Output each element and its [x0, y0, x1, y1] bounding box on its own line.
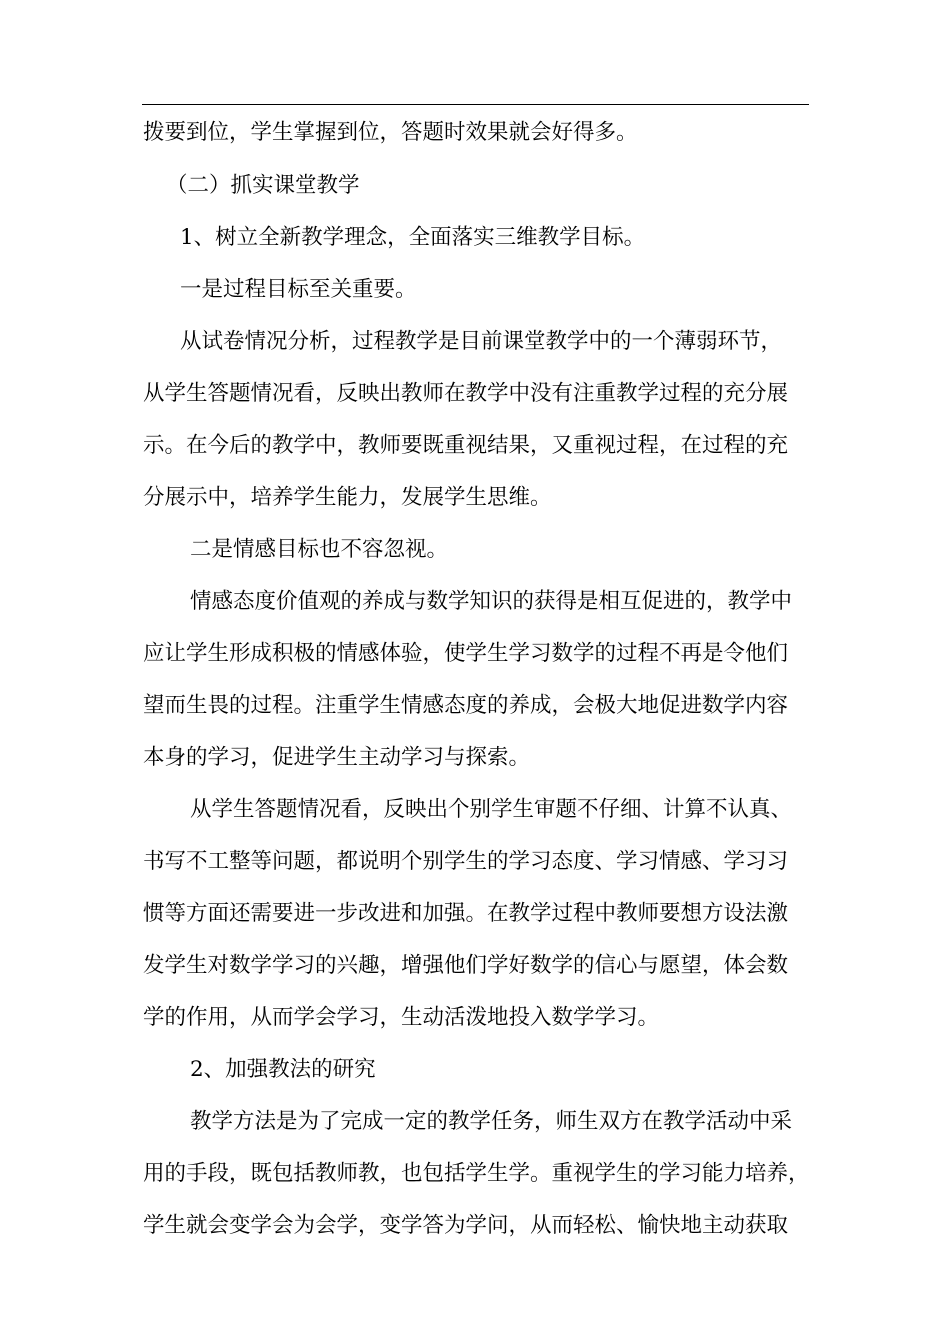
text-line-18: 学的作用，从而学会学习，生动活泼地投入数学学习。	[143, 1005, 660, 1030]
subsection-heading-1: 1、树立全新教学理念，全面落实三维教学目标。	[180, 225, 646, 250]
section-heading: （二）抓实课堂教学	[166, 173, 360, 198]
text-line-21: 用的手段，既包括教师教，也包括学生学。重视学生的学习能力培养，	[143, 1161, 810, 1186]
text-line-7: 示。在今后的教学中，教师要既重视结果，又重视过程，在过程的充	[143, 433, 789, 458]
text-line-14: 从学生答题情况看，反映出个别学生审题不仔细、计算不认真、	[190, 797, 793, 822]
text-line-11: 应让学生形成积极的情感体验，使学生学习数学的过程不再是令他们	[143, 641, 789, 666]
text-line-13: 本身的学习，促进学生主动学习与探索。	[143, 745, 531, 770]
text-line-20: 教学方法是为了完成一定的教学任务，师生双方在教学活动中采	[190, 1109, 793, 1134]
text-line-6: 从学生答题情况看，反映出教师在教学中没有注重教学过程的充分展	[143, 381, 789, 406]
text-line-16: 惯等方面还需要进一步改进和加强。在教学过程中教师要想方设法激	[143, 901, 789, 926]
text-line-10: 情感态度价值观的养成与数学知识的获得是相互促进的，教学中	[190, 589, 793, 614]
text-line-12: 望而生畏的过程。注重学生情感态度的养成，会极大地促进数学内容	[143, 693, 789, 718]
text-line-5: 从试卷情况分析，过程教学是目前课堂教学中的一个薄弱环节，	[180, 329, 783, 354]
text-line-1: 拨要到位，学生掌握到位，答题时效果就会好得多。	[143, 120, 638, 145]
point-heading-1: 一是过程目标至关重要。	[180, 277, 417, 302]
header-rule	[142, 104, 809, 105]
text-line-17: 发学生对数学学习的兴趣，增强他们学好数学的信心与愿望，体会数	[143, 953, 789, 978]
subsection-heading-2: 2、加强教法的研究	[190, 1057, 376, 1082]
text-line-22: 学生就会变学会为会学，变学答为学问，从而轻松、愉快地主动获取	[143, 1213, 789, 1238]
text-line-8: 分展示中，培养学生能力，发展学生思维。	[143, 485, 552, 510]
text-line-15: 书写不工整等问题，都说明个别学生的学习态度、学习情感、学习习	[143, 849, 789, 874]
point-heading-2: 二是情感目标也不容忽视。	[190, 537, 449, 562]
